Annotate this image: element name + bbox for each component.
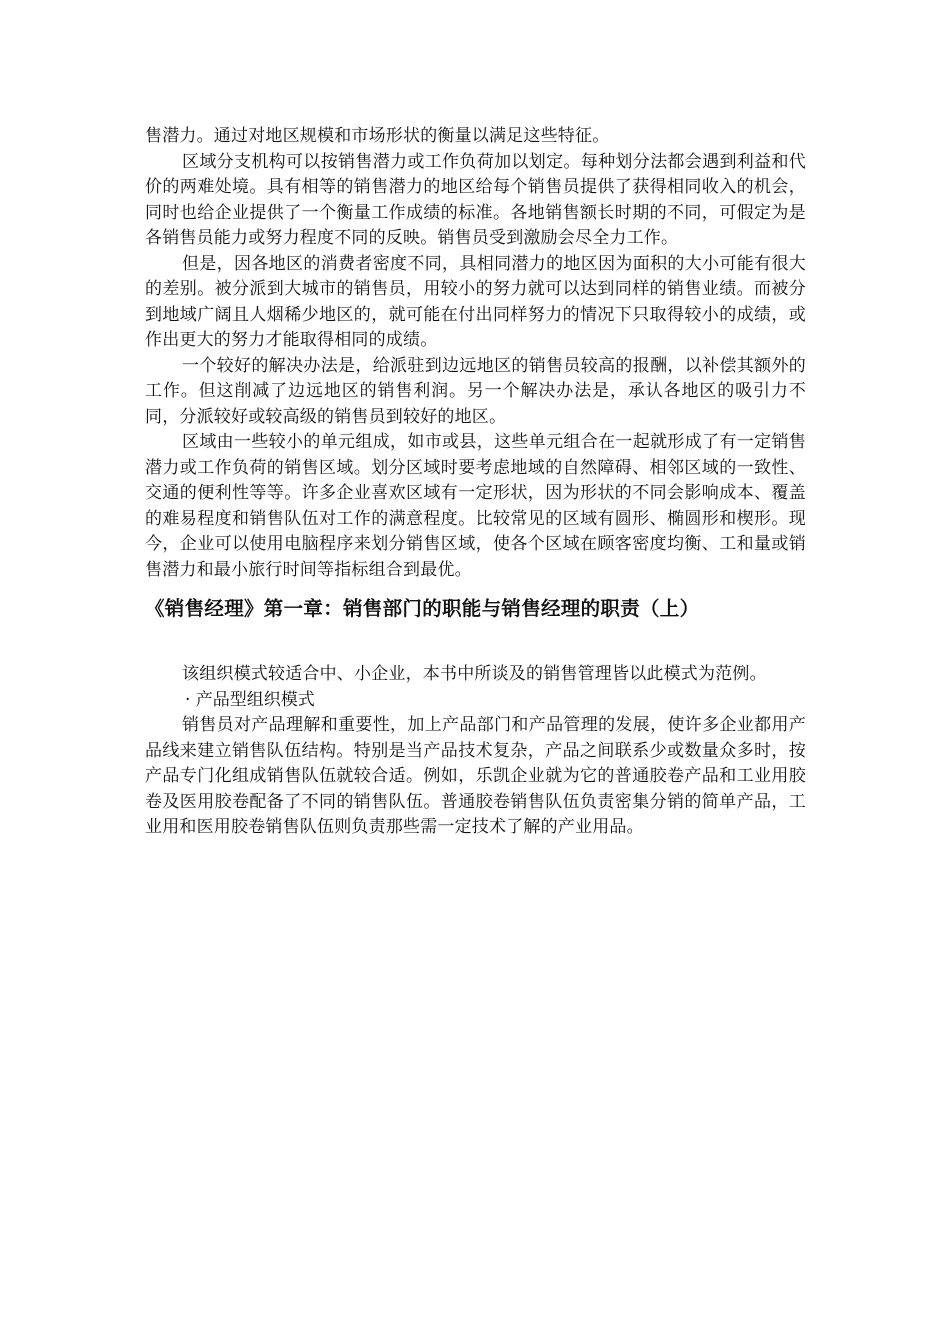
paragraph-continuation: 售潜力。通过对地区规模和市场形状的衡量以满足这些特征。 xyxy=(145,126,610,146)
document-page xyxy=(145,124,806,841)
paragraph-region-division: 区域分支机构可以按销售潜力或工作负荷加以划定。每种划分法都会遇到利益和代价的两难处境。具有相等的销售潜力的地区给每个销售员提供了获得相同收入的机会，同时也给企业提供了一个衡量工作成绩的标准。各地销售额长时期的不同，可假定为是各销售员能力或努力程度不同的反映。销售员受到激励会尽全力工作。 xyxy=(145,151,806,248)
bullet-product-model: · 产品型组织模式 xyxy=(185,689,315,710)
paragraph-intro: 该组织模式较适合中、小企业，本书中所谈及的销售管理皆以此模式为范例。 xyxy=(182,664,767,684)
paragraph-solution: 一个较好的解决办法是，给派驻到边远地区的销售员较高的报酬，以补偿其额外的工作。但这削减了边远地区的销售利润。另一个解决办法是，承认各地区的吸引力不同，分派较好或较高级的销售员到较好的地区。 xyxy=(145,355,806,427)
chapter-heading: 《销售经理》第一章：销售部门的职能与销售经理的职责（上） xyxy=(145,597,700,620)
paragraph-region-units: 区域由一些较小的单元组成，如市或县，这些单元组合在一起就形成了有一定销售潜力或工作负荷的销售区域。划分区域时要考虑地域的自然障碍、相邻区域的一致性、交通的便利性等等。许多企业喜欢区域有一定形状，因为形状的不同会影响成本、覆盖的难易程度和销售队伍对工作的满意程度。比较常见的区域有圆形、椭圆形和楔形。现今，企业可以使用电脑程序来划分销售区域，使各个区域在顾客密度均衡、工和量或销售潜力和最小旅行时间等指标组合到最优。 xyxy=(145,432,806,580)
paragraph-product-model: 销售员对产品理解和重要性，加上产品部门和产品管理的发展，使许多企业都用产品线来建立销售队伍结构。特别是当产品技术复杂，产品之间联系少或数量众多时，按产品专门化组成销售队伍就较合适。例如，乐凯企业就为它的普通胶卷产品和工业用胶卷及医用胶卷配备了不同的销售队伍。普通胶卷销售队伍负责密集分销的简单产品，工业用和医用胶卷销售队伍则负责那些需一定技术了解的产业用品。 xyxy=(145,715,806,837)
paragraph-consumer-density: 但是，因各地区的消费者密度不同，具相同潜力的地区因为面积的大小可能有很大的差别。被分派到大城市的销售员，用较小的努力就可以达到同样的销售业绩。而被分到地域广阔且人烟稀少地区的，就可能在付出同样努力的情况下只取得较小的成绩，或作出更大的努力才能取得相同的成绩。 xyxy=(145,253,806,350)
spacer xyxy=(145,629,806,662)
